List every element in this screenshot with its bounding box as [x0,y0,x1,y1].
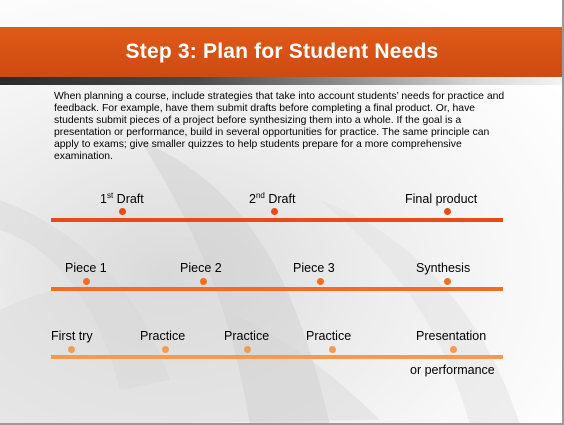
label-synthesis: Synthesis [416,261,471,275]
timeline-line-drafts [51,218,503,222]
timeline-line-practice [51,355,503,359]
timeline-line-pieces [51,287,503,291]
label-second-draft [249,192,295,206]
body-paragraph: When planning a course, include strategies that take into account students’ needs for practice and feedback. For example, have them submit drafts before completing a final product. Or, have students submit pieces of a project before synthesizing them into a whole. If the goal is a presentation or performance, build in several opportunities for practice. The same principle can apply to exams; give smaller quizzes to help students prepare for a more comprehensive examination. [54,91,505,162]
label-practice-2: Practice [224,329,270,343]
label-final-product: Final product [405,192,478,206]
label-piece-3: Piece 3 [293,261,335,275]
label-second-draft-ordinal: nd [255,190,265,200]
label-first-draft-word: Draft [113,192,144,206]
marker-presentation [450,346,457,353]
slide-title: Step 3: Plan for Student Needs [125,40,439,63]
marker-practice-2 [244,346,251,353]
label-practice-1: Practice [140,329,186,343]
label-first-draft-number: 1 [100,192,107,206]
marker-piece-3 [317,278,324,285]
marker-practice-3 [329,346,336,353]
title-underline-strip [0,77,564,85]
label-second-draft-number: 2 [249,192,256,206]
marker-second-draft [271,208,278,215]
label-second-draft-word: Draft [264,192,296,206]
label-practice-3: Practice [306,329,352,343]
label-first-try: First try [51,329,93,343]
marker-first-try [68,346,75,353]
label-or-performance: or performance [410,363,495,377]
marker-piece-1 [83,278,90,285]
label-presentation: Presentation [416,329,487,343]
marker-synthesis [444,278,451,285]
marker-piece-2 [200,278,207,285]
marker-first-draft [119,208,126,215]
marker-final-product [444,208,451,215]
label-first-draft-ordinal: st [106,190,114,200]
label-piece-1: Piece 1 [65,261,107,275]
title-bar [0,27,564,77]
marker-practice-1 [162,346,169,353]
label-first-draft [100,192,144,206]
label-piece-2: Piece 2 [180,261,222,275]
